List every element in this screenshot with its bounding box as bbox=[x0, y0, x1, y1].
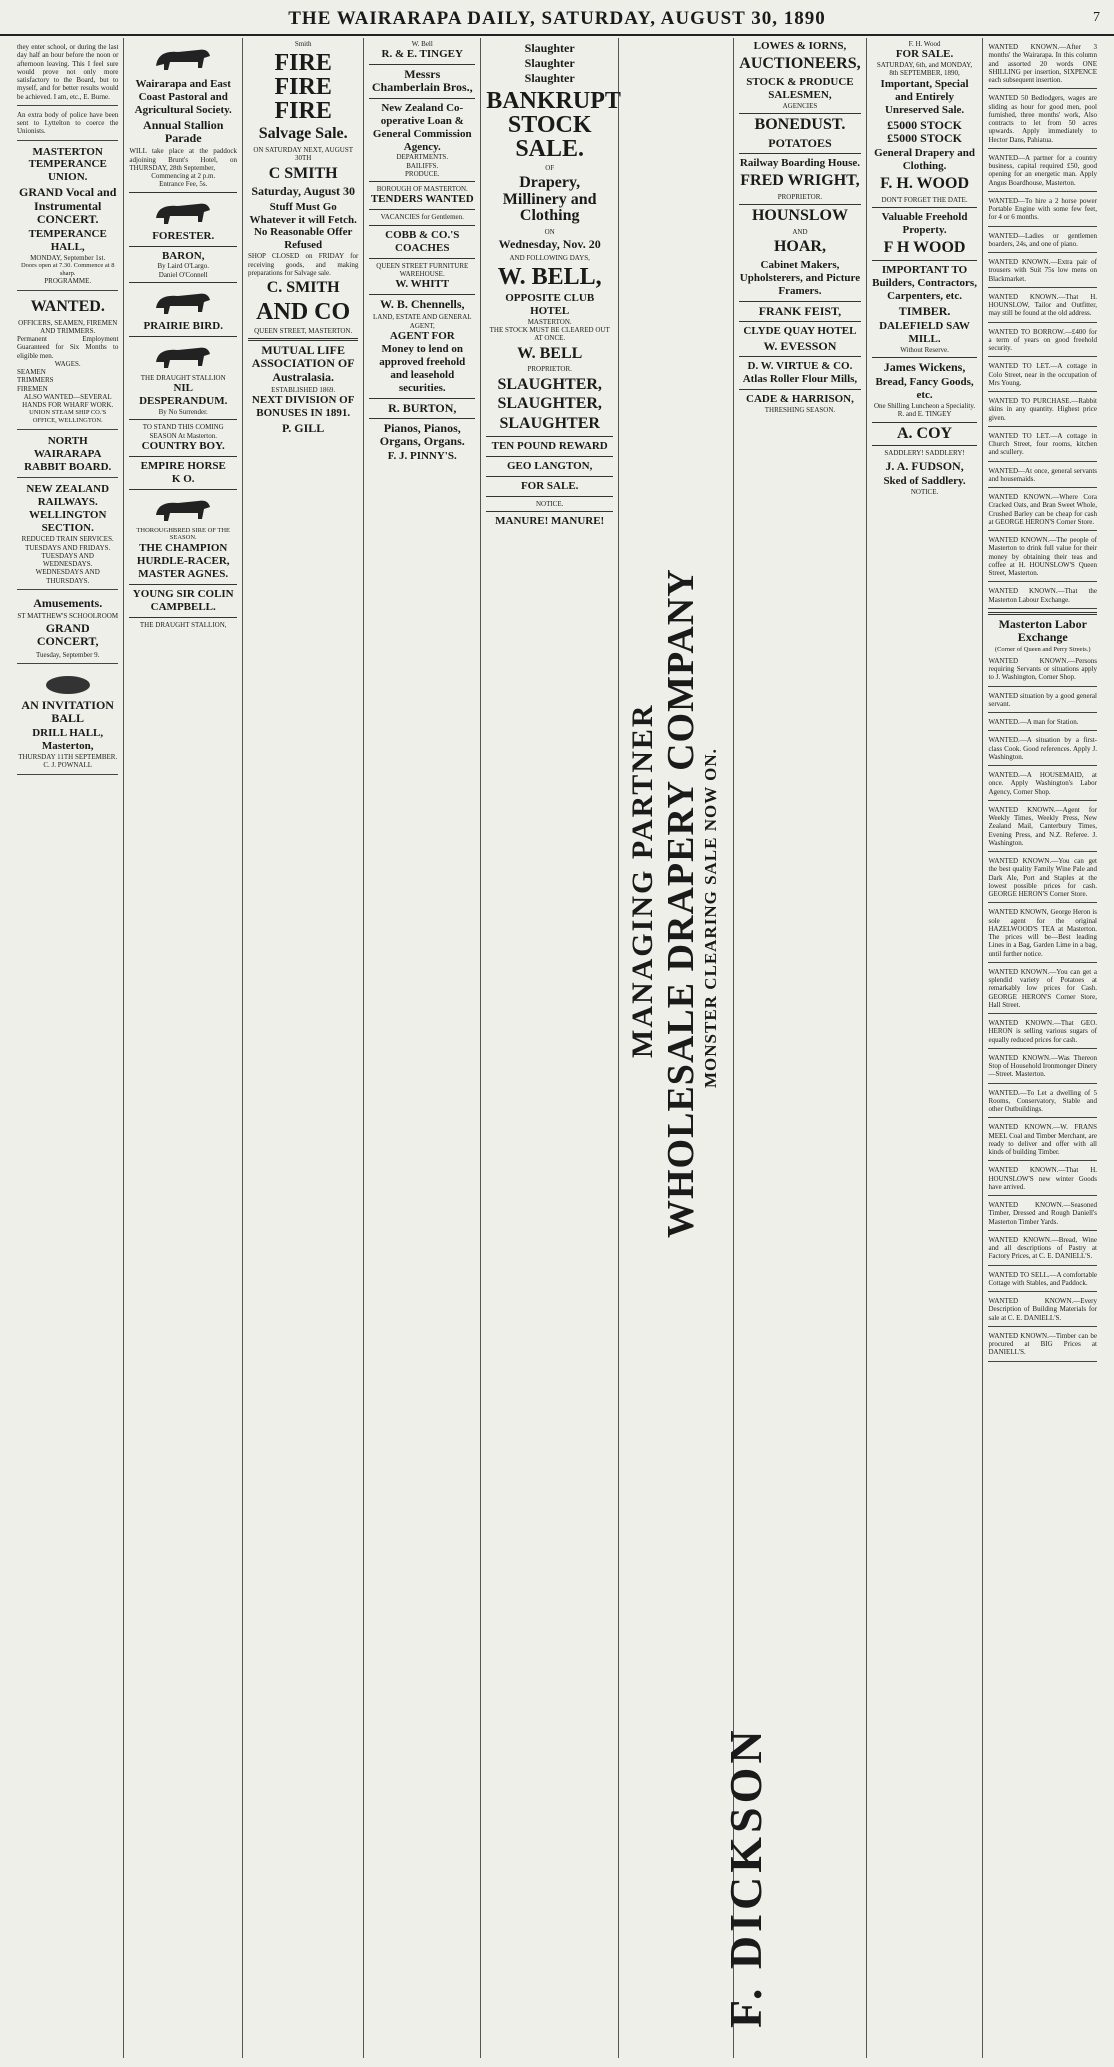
wanted-list bbox=[988, 40, 1097, 609]
agent-for: AGENT FOR bbox=[389, 329, 455, 342]
for-sale: FOR SALE. bbox=[895, 48, 954, 61]
classified-ad: WANTED KNOWN.—That H. HOUNSLOW, Tailor and Outfitter, may still be found at the old address. bbox=[988, 290, 1097, 323]
r-burton: R. BURTON, bbox=[388, 400, 457, 415]
c-smith: C SMITH bbox=[268, 164, 338, 182]
without-reserve: Without Reserve. bbox=[900, 345, 949, 354]
classified-ad: WANTED TO LET.—A cottage in Colo Street, near in the occupation of Mrs Young. bbox=[988, 359, 1097, 392]
tuesdays-wednesdays: TUESDAYS AND WEDNESDAYS. bbox=[41, 551, 94, 569]
horse-icon bbox=[148, 493, 218, 525]
managing-partner: MANAGING PARTNER bbox=[626, 703, 660, 1058]
stallion-parade: Annual Stallion Parade bbox=[143, 117, 224, 146]
notice-8: NOTICE. bbox=[910, 487, 939, 496]
classified-ad: WANTED—Ladies or gentlemen boarders, 24s, and one of piano. bbox=[988, 229, 1097, 254]
slaughter-3: Slaughter bbox=[524, 71, 575, 86]
rabbit-board-ad bbox=[17, 432, 118, 479]
union-office: UNION STEAM SHIP CO.'S OFFICE, WELLINGTON. bbox=[29, 409, 107, 424]
hounslow: HOUNSLOW bbox=[751, 206, 848, 224]
labour-corner: (Corner of Queen and Perry Streets.) bbox=[994, 646, 1091, 654]
column-8 bbox=[867, 38, 984, 2058]
thoroughbred-sire: THOROUGHBRED SIRE OF THE SEASON. bbox=[136, 526, 231, 542]
bankrupt-stock: BANKRUPT STOCK SALE. bbox=[486, 87, 621, 162]
labour-exchange: Masterton Labor Exchange bbox=[998, 616, 1087, 644]
pianos-organs: Pianos, Pianos, Organs, Organs. bbox=[379, 420, 465, 448]
parade-time: Commencing at 2 p.m. bbox=[151, 172, 216, 181]
stallion-ko: K O. bbox=[171, 472, 195, 485]
wednesdays-thursdays: WEDNESDAYS AND THURSDAYS. bbox=[35, 568, 100, 585]
classified-ad: WANTED.—A situation by a first-class Cook. Good references. Apply J. Washington. bbox=[988, 733, 1097, 766]
queen-street: QUEEN STREET, MASTERTON. bbox=[254, 326, 353, 335]
chamberlain-bros: Messrs Chamberlain Bros., bbox=[371, 67, 473, 95]
draught-stallion: THE DRAUGHT STALLION bbox=[140, 373, 226, 382]
chennells: W. B. Chennells, bbox=[379, 297, 465, 312]
classified-ad: WANTED—At once, general servants and housemaids. bbox=[988, 464, 1097, 489]
concert-title: GRAND Vocal and Instrumental CONCERT. bbox=[19, 185, 117, 226]
c-smith-2: C. SMITH bbox=[266, 279, 340, 297]
classified-ad: WANTED TO LET.—A cottage in Church Street, four rooms, kitchen and scullery. bbox=[988, 429, 1097, 462]
parade-when: WILL take place at the paddock adjoining Brunt's Hotel, on THURSDAY, 28th September, bbox=[129, 147, 238, 172]
saddlery: SADDLERY! SADDLERY! bbox=[884, 449, 965, 458]
concert-venue: TEMPERANCE HALL, bbox=[28, 227, 107, 253]
auctioneers: AUCTIONEERS, bbox=[739, 54, 861, 72]
wage-seamen: SEAMEN bbox=[17, 368, 46, 377]
entrance-fee: Entrance Fee, 5s. bbox=[159, 180, 208, 189]
also-wanted: ALSO WANTED—SEVERAL HANDS FOR WHARF WORK. bbox=[22, 392, 114, 410]
frank-feist: FRANK FEIST, bbox=[758, 303, 842, 318]
tingey: R. & E. TINGEY bbox=[381, 48, 463, 61]
saturday-august: Saturday, August 30 bbox=[251, 184, 356, 199]
bread-fancy: Bread, Fancy Goods, etc. bbox=[875, 376, 974, 402]
page-number: 7 bbox=[1093, 10, 1100, 25]
column-7 bbox=[734, 38, 866, 2058]
classified-ad: WANTED KNOWN.—The people of Masterton to drink full value for their money by obtaining their teas and coffee at H. HOUNSLOW'S Queen Street, Masterton. bbox=[988, 533, 1097, 582]
vacancies: VACANCIES for Gentlemen. bbox=[380, 213, 464, 222]
nz-coop: New Zealand Co-operative Loan & General Commission Agency. bbox=[372, 101, 472, 153]
railway-boarding: Railway Boarding House. bbox=[739, 156, 860, 169]
classified-ad: WANTED KNOWN.—W. FRANS MEEL Coal and Timber Merchant, are ready to deliver and offer with all kinds of building Timber. bbox=[988, 1120, 1097, 1161]
following-days: AND FOLLOWING DAYS, bbox=[509, 253, 590, 262]
young-sir-colin: YOUNG SIR COLIN CAMPBELL. bbox=[132, 588, 234, 613]
society-name: Wairarapa and East Coast Pastoral and Agricultural Society. bbox=[134, 78, 232, 116]
daniel-oconnell: Daniel O'Connell bbox=[158, 270, 208, 279]
fred-wright: FRED WRIGHT, bbox=[740, 171, 860, 189]
classified-ad: WANTED.—A HOUSEMAID, at once. Apply Washington's Labor Agency, Corner Shop. bbox=[988, 768, 1097, 801]
wholesale-drapery: WHOLESALE DRAPERY COMPANY bbox=[660, 568, 703, 1238]
opposite-club: OPPOSITE CLUB HOTEL bbox=[505, 291, 595, 317]
classified-ad: WANTED KNOWN.—Bread, Wine and all descriptions of Pastry at Factory Prices, at C. E. DANIELL'S. bbox=[988, 1233, 1097, 1266]
grand-concert: GRAND CONCERT, bbox=[36, 621, 99, 649]
fudson: J. A. FUDSON, bbox=[885, 458, 964, 473]
stock-cleared: THE STOCK MUST BE CLEARED OUT AT ONCE. bbox=[489, 326, 610, 343]
bailiffs: BAILIFFS. bbox=[406, 161, 439, 170]
temperance-concert-ad bbox=[17, 143, 118, 291]
and-co: AND CO bbox=[256, 298, 351, 325]
drill-hall: DRILL HALL, Masterton, bbox=[32, 727, 104, 753]
classified-ad: WANTED KNOWN.—Persons requiring Servants or situations apply to J. Washington, Corner Shop. bbox=[988, 654, 1097, 687]
police-notice: An extra body of police have been sent to Lyttelton to coerce the Unionists. bbox=[17, 108, 118, 141]
wanted-heading: WANTED. bbox=[30, 297, 105, 315]
master-agnes: THE CHAMPION HURDLE-RACER, MASTER AGNES. bbox=[136, 542, 230, 581]
proprietor-wright: PROPRIETOR. bbox=[777, 192, 823, 201]
programme-heading: PROGRAMME. bbox=[44, 277, 92, 286]
classified-ad: WANTED KNOWN.—Timber can be procured at BIG Prices at DANIELL'S. bbox=[988, 1329, 1097, 1362]
slaughter-1: Slaughter bbox=[524, 41, 575, 55]
of-label: OF bbox=[545, 163, 555, 172]
wickens: James Wickens, bbox=[883, 360, 966, 374]
wanted-list-2 bbox=[988, 654, 1097, 1362]
railways-title: NEW ZEALAND RAILWAYS. WELLINGTON SECTION. bbox=[26, 483, 110, 535]
classified-ad: WANTED KNOWN.—Seasoned Timber, Dressed and Rough Daniell's Masterton Timber Yards. bbox=[988, 1198, 1097, 1231]
reduced-services: REDUCED TRAIN SERVICES. bbox=[21, 535, 114, 544]
sale-dates: SATURDAY, 6th, and MONDAY, 8th SEPTEMBER, 1890, bbox=[876, 61, 973, 78]
column-9 bbox=[983, 38, 1102, 2058]
wanted-sub: OFFICERS, SEAMEN, FIREMEN AND TRIMMERS. bbox=[18, 318, 118, 335]
column-1 bbox=[12, 38, 124, 2058]
column-6 bbox=[619, 38, 772, 2058]
notice: NOTICE. bbox=[535, 499, 564, 508]
money-to-lend: Money to lend on approved freehold and leasehold securities. bbox=[379, 342, 466, 394]
clyde-quay: CLYDE QUAY HOTEL bbox=[743, 324, 857, 337]
on-label: ON bbox=[544, 228, 555, 237]
draught-stallion-2: THE DRAUGHT STALLION, bbox=[139, 620, 227, 629]
bonedust: BONEDUST. bbox=[754, 115, 846, 133]
classified-ad: WANTED situation by a good general servant. bbox=[988, 689, 1097, 714]
masterton: MASTERTON. bbox=[527, 317, 572, 326]
wage-firemen: FIREMEN bbox=[17, 384, 48, 393]
nil-by: By No Surrender. bbox=[158, 408, 208, 417]
w-bell-header: W. Bell bbox=[411, 40, 433, 48]
luncheon: One Shilling Luncheon a Speciality. bbox=[873, 402, 976, 411]
a-coy: A. COY bbox=[897, 424, 953, 442]
baron-by: By Laird O'Largo. bbox=[157, 262, 209, 271]
saturday-next: ON SATURDAY NEXT, AUGUST 30TH bbox=[253, 146, 354, 163]
stock-5000: £5000 STOCK £5000 STOCK bbox=[887, 117, 962, 145]
stallion-baron: BARON, bbox=[161, 249, 205, 262]
classified-ad: WANTED TO PURCHASE.—Rabbit skins in any quantity. Highest price given. bbox=[988, 394, 1097, 427]
potatoes: POTATOES bbox=[768, 135, 832, 150]
dalefield: DALEFIELD SAW MILL. bbox=[879, 319, 970, 345]
slaughter-2: Slaughter bbox=[524, 56, 575, 71]
classified-ad: WANTED KNOWN.—You can get a splendid variety of Potatoes at remarkably low prices for Cash. GEORGE HERON'S Corner Store, Hall Street. bbox=[988, 965, 1097, 1014]
cabinet-makers: Cabinet Makers, Upholsterers, and Picture Framers. bbox=[739, 258, 861, 297]
no-offers-refused: No Reasonable Offer Refused bbox=[253, 226, 353, 252]
shop-closed: SHOP CLOSED on FRIDAY for receiving goods, and making preparations for Salvage sale. bbox=[248, 252, 359, 277]
atlas-mills: Atlas Roller Flour Mills, bbox=[742, 373, 858, 386]
column-4 bbox=[364, 38, 481, 2058]
classified-ad: WANTED—A partner for a country business, capital required £50, good opening for an energetic man. Apply Angus Boardhouse, Masterton. bbox=[988, 151, 1097, 192]
pinny: F. J. PINNY'S. bbox=[387, 450, 457, 463]
classified-ad: WANTED KNOWN.—Extra pair of trousers with Suit 75s low mens on Blackmarket. bbox=[988, 255, 1097, 288]
classified-ad: WANTED—To hire a 2 horse power Portable Engine with some few feet, for 4 or 6 months. bbox=[988, 194, 1097, 227]
stallion-nil: NIL DESPERANDUM. bbox=[139, 382, 228, 408]
crest-icon bbox=[38, 671, 98, 697]
sl-2: SLAUGHTER, bbox=[497, 395, 602, 413]
geo-langton: GEO LANGTON, bbox=[507, 459, 593, 472]
amusements-heading: Amusements. bbox=[33, 595, 103, 610]
drapery-millinery: Drapery, Millinery and Clothing bbox=[502, 173, 597, 225]
stand-season: TO STAND THIS COMING SEASON At Masterton. bbox=[142, 423, 224, 440]
and: AND bbox=[792, 227, 808, 236]
wanted-seamen-ad bbox=[17, 293, 118, 430]
masthead bbox=[0, 0, 1114, 36]
land-agent: LAND, ESTATE AND GENERAL AGENT, bbox=[372, 313, 472, 330]
sl-3: SLAUGHTER bbox=[499, 415, 600, 433]
cade-harrison: CADE & HARRISON, bbox=[746, 392, 854, 405]
borough: BOROUGH OF MASTERTON. bbox=[376, 185, 468, 194]
classified-ad: WANTED KNOWN, George Heron is sole agent for the original HAZELWOOD'S TEA at Masterton. The prices will be—Best leading Lines in a Bag, Garden Lime in a bag, until further notice. bbox=[988, 905, 1097, 963]
invitation-ball-title: AN INVITATION BALL bbox=[21, 697, 114, 726]
schoolroom: ST MATTHEW'S SCHOOLROOM bbox=[17, 612, 119, 621]
classified-ad: WANTED 50 Bedlodgers, wages are sliding as hour for good men, pool furnished, three months' work, Also contracts to let from 50 acres upwards. Apply immediately to Hector Dans, Pahiatua. bbox=[988, 91, 1097, 149]
concert-org: MASTERTON TEMPERANCE UNION. bbox=[28, 145, 107, 184]
concert-date: MONDAY, September 1st. bbox=[30, 253, 106, 262]
w-whitt: W. WHITT bbox=[395, 278, 450, 291]
dont-forget: DON'T FORGET THE DATE. bbox=[881, 195, 968, 204]
empire-horse: EMPIRE HORSE bbox=[140, 459, 226, 472]
column-3 bbox=[243, 38, 364, 2058]
virtue-co: D. W. VIRTUE & CO. bbox=[747, 360, 853, 373]
wage-trimmers: TRIMMERS bbox=[17, 376, 54, 385]
important-builders: IMPORTANT TO Builders, Contractors, Carpenters, etc. bbox=[872, 263, 977, 302]
founded: ESTABLISHED 1869. bbox=[271, 385, 336, 394]
horse-icon bbox=[148, 286, 218, 318]
produce: PRODUCE. bbox=[405, 169, 440, 178]
w-bell: W. BELL, bbox=[497, 263, 602, 290]
classified-ad: WANTED.—A man for Station. bbox=[988, 715, 1097, 731]
for-sale: FOR SALE. bbox=[520, 479, 579, 492]
column-2 bbox=[124, 38, 243, 2058]
manure: MANURE! MANURE! bbox=[495, 515, 605, 528]
stock-produce: STOCK & PRODUCE SALESMEN, bbox=[746, 75, 854, 101]
fhwood: F. H. WOOD bbox=[880, 174, 969, 192]
rabbit-board-title: NORTH WAIRARAPA RABBIT BOARD. bbox=[24, 434, 112, 473]
stallion-prairie-bird: PRAIRIE BIRD. bbox=[143, 319, 223, 332]
masthead-title: THE WAIRARAPA DAILY, SATURDAY, AUGUST 30, 1890 bbox=[288, 8, 826, 29]
cobb-coaches: COBB & CO.'S COACHES bbox=[385, 228, 460, 254]
fhwood-header: F. H. Wood bbox=[908, 40, 941, 48]
concert-tuesday: Tuesday, September 9. bbox=[35, 650, 100, 659]
classified-ad: WANTED.—To Let a dwelling of 5 Rooms, Conservatory, Stable and other Outbuildings. bbox=[988, 1086, 1097, 1119]
classified-ad: WANTED KNOWN.—That H. HOUNSLOW'S new winter Goods have arrived. bbox=[988, 1163, 1097, 1196]
mutual-life: MUTUAL LIFE ASSOCIATION OF Australasia. bbox=[251, 343, 355, 384]
general-drapery: General Drapery and Clothing. bbox=[874, 147, 975, 172]
classified-ad: WANTED TO BORROW.—£400 for a term of years on good freehold security. bbox=[988, 325, 1097, 358]
sked: Sked of Saddlery. bbox=[883, 474, 966, 487]
furniture-warehouse: QUEEN STREET FURNITURE WAREHOUSE. bbox=[376, 261, 469, 278]
tenders-wanted: TENDERS WANTED bbox=[370, 193, 474, 206]
classified-ad: WANTED KNOWN.—You can get the best quality Family Wine Pale and Dark Ale, Port and Staples at the lowest possible prices for cash. GEORGE HERON'S Corner Store. bbox=[988, 854, 1097, 903]
classified-ad: WANTED KNOWN.—Every Description of Building Materials for sale at C. E. DANIELL'S. bbox=[988, 1294, 1097, 1327]
classified-ad: WANTED KNOWN.—After 3 months' the Wairarapa. In this column and assorted 20 words ONE SHILLING per insertion, SIXPENCE each subsequent insertion. bbox=[988, 40, 1097, 89]
amusements-section bbox=[17, 592, 118, 664]
p-gill: P. GILL bbox=[282, 420, 325, 435]
invitation-ball-ad bbox=[17, 666, 118, 775]
ten-pound-reward: TEN POUND REWARD bbox=[491, 440, 608, 453]
classified-ad: WANTED KNOWN.—Was Thereon Stop of Household Ironmonger Dinery—Street. Masterton. bbox=[988, 1051, 1097, 1084]
salvage-sale: Salvage Sale. bbox=[258, 125, 348, 143]
horse-icon bbox=[148, 340, 218, 372]
fire-heading: FIRE FIRE FIRE bbox=[274, 50, 332, 125]
sale-wednesday: Wednesday, Nov. 20 bbox=[498, 237, 601, 252]
important-sale: Important, Special and Entirely Unreserved Sale. bbox=[880, 77, 969, 116]
evesson: W. EVESSON bbox=[763, 338, 837, 353]
lowes-iorns: LOWES & IORNS, bbox=[753, 40, 847, 52]
valuable-property: Valuable Freehold Property. bbox=[881, 210, 968, 236]
sl-1: SLAUGHTER, bbox=[497, 375, 602, 393]
proprietor: PROPRIETOR. bbox=[527, 365, 572, 374]
departments: DEPARTMENTS. bbox=[396, 153, 449, 162]
horse-icon bbox=[148, 42, 218, 76]
columns bbox=[12, 38, 1102, 2058]
f-dickson: F. DICKSON bbox=[720, 1726, 772, 2028]
agencies: AGENCIES bbox=[782, 101, 818, 110]
threshing-season: THRESHING SEASON. bbox=[764, 405, 836, 414]
tingey-2: R. and E. TINGEY bbox=[897, 410, 952, 419]
stallion-forester: FORESTER. bbox=[152, 229, 215, 242]
column-5 bbox=[481, 38, 619, 2058]
concert-doors: Doors open at 7.30. Commence at 8 sharp. bbox=[20, 262, 115, 277]
wages-heading: WAGES. bbox=[54, 359, 81, 368]
classified-ad: WANTED TO SELL.—A comfortable Cottage with Stables, and Paddock. bbox=[988, 1268, 1097, 1293]
ball-signature: C. J. POWNALL bbox=[43, 761, 93, 770]
classified-ad: WANTED KNOWN.—That the Masterton Labour Exchange. bbox=[988, 584, 1097, 609]
tuesdays-fridays: TUESDAYS AND FRIDAYS. bbox=[25, 543, 111, 552]
letter-text: they enter school, or during the last day half an hour before the noon or afternoon leaving. This I feel sure would prove not only more satisfactory to the Board, but to myself, and for better results would be achieved. I am, etc., E. Burne. bbox=[17, 40, 118, 106]
stallion-country-boy: COUNTRY BOY. bbox=[141, 439, 225, 452]
classified-ad: WANTED KNOWN.—Where Cora Cracked Oats, and Bran Sweet Whole, Crushed Barley can be cheap for cash at GEORGE HERON'S Corner Store. bbox=[988, 490, 1097, 531]
next-division: NEXT DIVISION OF BONUSES IN 1891. bbox=[251, 394, 355, 419]
drill-date: THURSDAY 11TH SEPTEMBER. bbox=[18, 753, 118, 762]
w-bell-2: W. BELL bbox=[517, 344, 583, 362]
classified-ad: WANTED KNOWN.—That GEO. HERON is selling various sugars of equally reduced prices for cash. bbox=[988, 1016, 1097, 1049]
horse-icon bbox=[148, 196, 218, 228]
stuff-must-go: Stuff Must Go Whatever it will Fetch. bbox=[249, 200, 357, 226]
hoar: HOAR, bbox=[773, 238, 826, 255]
classified-ad: WANTED KNOWN.—Agent for Weekly Times, Weekly Press, New Zealand Mail, Canterbury Times, Evening Press, and N.Z. Referee. J. Washington. bbox=[988, 803, 1097, 852]
railways-ad bbox=[17, 480, 118, 589]
wanted-body: Permanent Employment Guaranteed for Six Months to eligible men. bbox=[17, 335, 119, 360]
fhwood-3: F H WOOD bbox=[883, 238, 966, 256]
timber: TIMBER. bbox=[898, 303, 951, 318]
monster-clearing: MONSTER CLEARING SALE NOW ON. bbox=[701, 748, 721, 1088]
smith-header: Smith bbox=[294, 40, 312, 48]
